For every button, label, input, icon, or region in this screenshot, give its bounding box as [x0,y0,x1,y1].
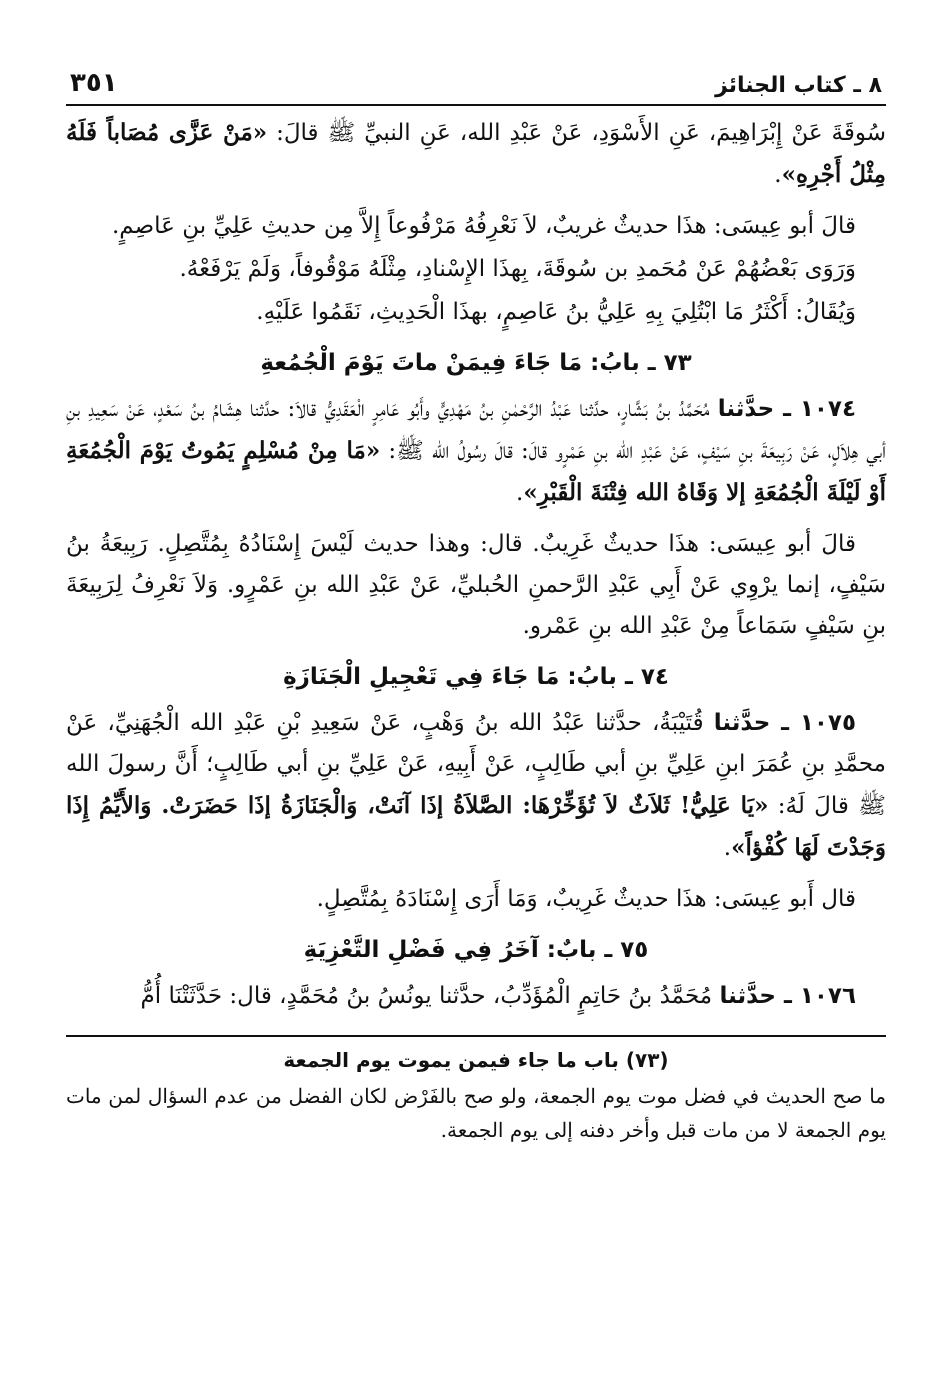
paragraph-4: وَيُقَالُ: أَكْثَرُ مَا ابْتُلِيَ بِهِ عَلِيُّ بنُ عَاصِمٍ، بهذَا الْحَدِيثِ، نَقَمُوا عَلَيْهِ. [256,299,856,325]
book-page [66,58,886,1147]
hadith-quote-1075: «يَا عَلِيُّ! ثَلاَثٌ لاَ تُؤَخِّرْهَا: الصَّلاَةُ إذَا آنَتْ، وَالْجَنَازَةُ إذَا حَضَرَتْ. وَالأَيِّمُ إِذَا وَجَدْتَ لَهَا كُفْؤاً» [66,792,886,861]
footnote-text: ما صح الحديث في فضل موت يوم الجمعة، ولو صح بالفَرْض لكان الفضل من عدم السؤال لمن مات يوم الجمعة لا من مات قبل وأخر دفنه إلى يوم الجمعة. [66,1084,886,1142]
hadith-number-1074: ١٠٧٤ ـ حدَّثنا [717,396,856,422]
hadith-1075-text: قُتَيْبَةُ، حدَّثنا عَبْدُ الله بنُ وَهْبٍ، عَنْ سَعِيدِ بْنِ عَبْدِ الله الْجُهَنِيِّ، عَنْ محمَّدِ بنِ عُمَرَ ابنِ عَلِيِّ بنِ أبي طَالِبٍ، عَنْ أَبِيهِ، عَنْ عَلِيِّ بنِ أبي طَالِبٍ؛ أَنَّ رسولَ الله ﷺ قالَ لَهُ: [66,710,886,819]
running-header [66,58,886,106]
hadith-1076 [66,976,886,1017]
hadith-1074 [66,389,886,514]
paragraph-8: قال أَبو عِيسَى: هذَا حديثٌ غَرِيبٌ، وَمَا أَرَى إِسْنَادَهُ بِمُتَّصِلٍ. [316,886,856,912]
hadith-1074-end: . [516,480,524,506]
hadith-1074-text: مُحَمَّدُ بنُ بَشَّارٍ، حدَّثنا عَبْدُ الرَّحْمٰنِ بنُ مَهْدِيٍّ وأَبُو عَامِرٍ الْعَقَدِيُّ قالاَ: حدَّثنا هِشَامُ بنُ سَعْدٍ، عَنْ سَعِيدِ بنِ أبي هِلاَلٍ، عَنْ رَبِيعَةَ بنِ سَيْفٍ، عَنْ عَبْدِ الله بنِ عَمْرٍو قالَ: قالَ رسُولُ الله ﷺ: [66,396,886,464]
paragraph-1-text: سُوقَةَ عَنْ إِبْرَاهِيمَ، عَنِ الأَسْوَدِ، عَنْ عَبْدِ الله، عَنِ النبيِّ ﷺ قالَ: [267,120,887,146]
hadith-quote-1: «مَنْ عَزَّى مُصَاباً فَلَهُ مِثْلُ أَجْرِهِ» [66,119,886,188]
hadith-1076-text: مُحَمَّدُ بنُ حَاتِمٍ الْمُؤَدِّبُ، حدَّثنا يونُسُ بنُ مُحَمَّدٍ، قال: حَدَّثَتْنَا أُمُّ [140,983,720,1009]
page-number: ٣٥١ [70,68,118,98]
hadith-quote-1074: «مَا مِنْ مُسْلِمٍ يَمُوتُ يَوْمَ الْجُمُعَةِ أَوْ لَيْلَةَ الْجُمُعَةِ إلا وَقَاهُ الله فِتْنَةَ الْقَبْرِ» [66,437,886,506]
chapter-heading-74: ٧٤ ـ بابُ: مَا جَاءَ فِي تَعْجِيلِ الْجَنَازَةِ [283,664,669,690]
hadith-number-1076: ١٠٧٦ ـ حدَّثنا [719,983,856,1009]
chapter-title: ٨ ـ كتاب الجنائز [715,73,882,98]
paragraph-2: قالَ أبو عِيسَى: هذَا حديثٌ غريبٌ، لاَ نَعْرِفُهُ مَرْفُوعاً إِلاَّ مِن حديثِ عَلِيِّ بنِ عَاصِمٍ. [112,213,856,239]
chapter-heading-75: ٧٥ ـ بابٌ: آخَرُ فِي فَضْلِ التَّعْزِيَةِ [303,937,649,963]
paragraph-6: قالَ أبو عِيسَى: هذَا حديثٌ غَرِيبٌ. قال: وهذا حديث لَيْسَ إِسْنَادُهُ بِمُتَّصِلٍ. رَبِيعَةُ بنُ سَيْفٍ، إنما يرْوِي عَنْ أَبِي عَبْدِ الرَّحمنِ الحُبليِّ، عَنْ عَبْدِ الله بنِ عَمْرٍو. وَلاَ نَعْرِفُ لِرَبِيعَةَ بنِ سَيْفٍ سَمَاعاً مِنْ عَبْدِ الله بنِ عَمْرو. [66,531,886,639]
hadith-1075 [66,703,886,869]
paragraph-3: وَرَوَى بَعْضُهُمْ عَنْ مُحَمدِ بن سُوقَةَ، بِهذَا الإِسْنادِ، مِثْلَهُ مَوْقُوفاً، وَلَمْ يَرْفَعْهُ. [179,256,856,282]
hadith-1075-end: . [723,835,732,861]
footnote-title: (٧٣) باب ما جاء فيمن يموت يوم الجمعة [283,1048,669,1072]
chapter-heading-73: ٧٣ ـ بابُ: مَا جَاءَ فِيمَنْ ماتَ يَوْمَ الْجُمُعةِ [260,350,692,376]
hadith-number-1075: ١٠٧٥ ـ حدَّثنا [713,710,857,736]
paragraph-1-end: . [774,162,782,188]
paragraph-1 [66,112,886,196]
footnote-divider [66,1035,886,1037]
